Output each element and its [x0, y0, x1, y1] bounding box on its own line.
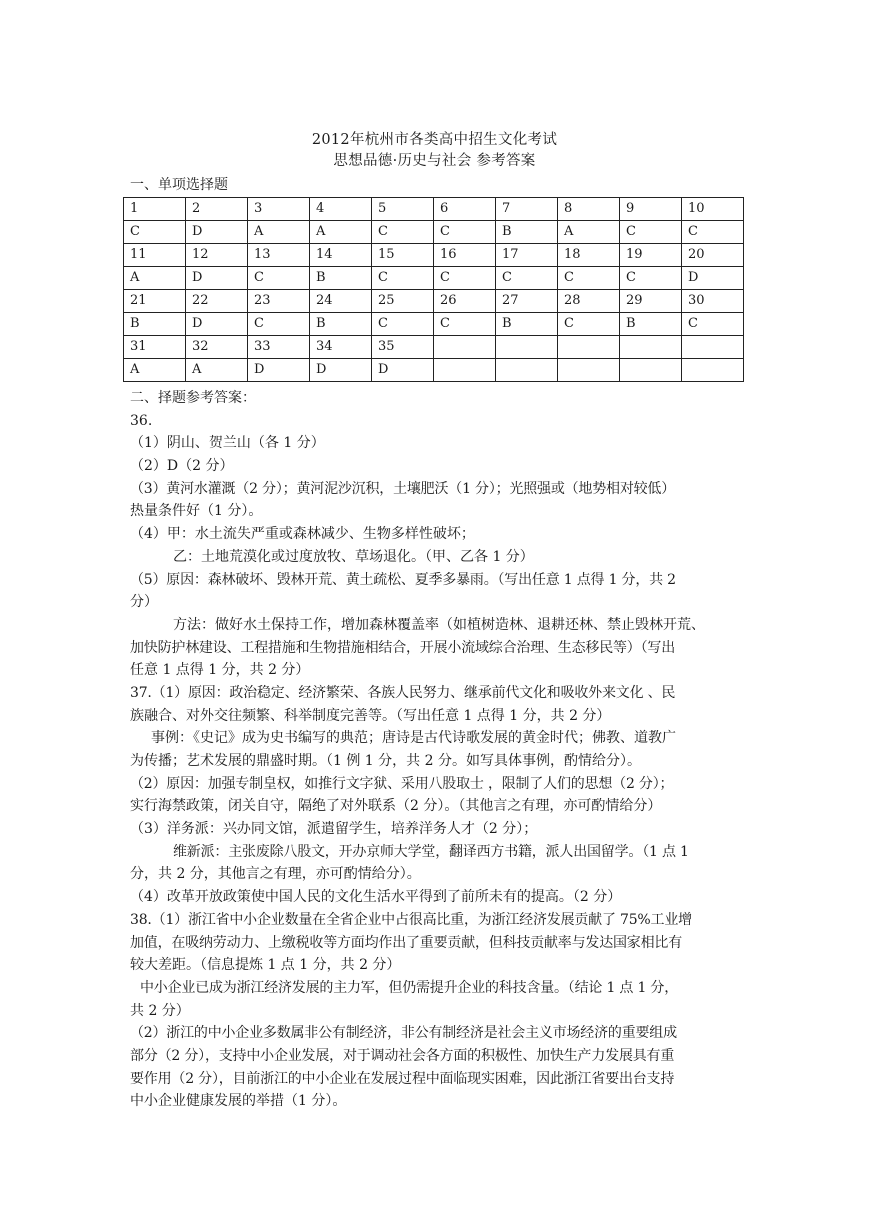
q38-part1-conclusion: 中小企业已成为浙江经济发展的主力军，但仍需提升企业的科技含量。（结论 1 点 1 分，	[140, 979, 679, 996]
section2-heading: 二、择题参考答案：	[130, 390, 256, 406]
answer-cell: B	[496, 221, 558, 244]
q36-part5-reason: （5）原因：森林破坏、毁林开荒、黄土疏松、夏季多暴雨。（写出任意 1 点得 1 分，共 2	[130, 571, 676, 588]
q38-part2-d: 中小企业健康发展的举措（1 分）。	[130, 1093, 347, 1110]
question-number-cell: 3	[248, 198, 310, 221]
multiple-choice-answer-table	[123, 197, 744, 382]
answer-cell: C	[372, 221, 434, 244]
q36-part5-method-cont2: 任意 1 点得 1 分，共 2 分）	[130, 662, 310, 679]
title-line-1: 2012年杭州市各类高中招生文化考试	[311, 132, 558, 148]
question-number-cell	[434, 336, 496, 359]
answer-cell: A	[310, 221, 372, 244]
answer-cell: C	[682, 221, 744, 244]
question-number-cell: 20	[682, 244, 744, 267]
answer-cell: C	[558, 267, 620, 290]
q38-part2-b: 部分（2 分），支持中小企业发展，对于调动社会各方面的积极性、加快生产力发展具有重	[130, 1047, 675, 1064]
answer-cell	[496, 359, 558, 382]
question-number-cell: 5	[372, 198, 434, 221]
answer-cell: D	[186, 313, 248, 336]
q36-number: 36.	[130, 412, 153, 429]
answer-key-row	[124, 359, 744, 382]
q38-part2-c: 要作用（2 分），目前浙江的中小企业在发展过程中面临现实困难，因此浙江省要出台支持	[130, 1070, 675, 1087]
question-number-row	[124, 336, 744, 359]
answer-cell: C	[124, 221, 186, 244]
answer-cell: D	[682, 267, 744, 290]
question-number-cell: 27	[496, 290, 558, 313]
section2-answers	[130, 387, 750, 1113]
answer-cell: D	[310, 359, 372, 382]
q38-part2-a: （2）浙江的中小企业多数属非公有制经济，非公有制经济是社会主义市场经济的重要组成	[130, 1025, 677, 1042]
question-number-cell: 22	[186, 290, 248, 313]
title-line-2: 思想品德·历史与社会 参考答案	[333, 153, 536, 169]
answer-cell: C	[248, 313, 310, 336]
question-number-cell: 30	[682, 290, 744, 313]
section1-heading: 一、单项选择题	[130, 177, 228, 193]
answer-cell: C	[496, 267, 558, 290]
question-number-cell: 8	[558, 198, 620, 221]
question-number-cell: 35	[372, 336, 434, 359]
q36-part5-method-cont1: 加快防护林建设、工程措施和生物措施相结合，开展小流域综合治理、生态移民等）（写出	[130, 639, 675, 656]
question-number-row	[124, 290, 744, 313]
q37-part4: （4）改革开放政策使中国人民的文化生活水平得到了前所未有的提高。（2 分）	[130, 889, 622, 906]
q37-part3-b-cont: 分，共 2 分，其他言之有理，亦可酌情给分）。	[130, 866, 421, 883]
question-number-cell	[620, 336, 682, 359]
answer-cell: B	[310, 313, 372, 336]
question-number-cell: 10	[682, 198, 744, 221]
answer-cell	[682, 359, 744, 382]
q36-part3: （3）黄河水灌溉（2 分）；黄河泥沙沉积，土壤肥沃（1 分）；光照强或（地势相对较低）	[130, 480, 676, 497]
answer-cell: D	[186, 221, 248, 244]
answer-cell: B	[496, 313, 558, 336]
question-number-cell	[682, 336, 744, 359]
answer-cell: C	[682, 313, 744, 336]
answer-cell: C	[434, 221, 496, 244]
q37-part3-b: 维新派：主张废除八股文，开办京师大学堂，翻译西方书籍，派人出国留学。（1 点 1	[173, 843, 689, 860]
q36-part5-method: 方法：做好水土保持工作，增加森林覆盖率（如植树造林、退耕还林、禁止毁林开荒、	[173, 616, 705, 633]
answer-cell: D	[186, 267, 248, 290]
q37-part1-reason-cont: 族融合、对外交往频繁、科举制度完善等。（写出任意 1 点得 1 分，共 2 分）	[130, 707, 611, 724]
answer-cell: C	[558, 313, 620, 336]
answer-cell: C	[434, 267, 496, 290]
answer-key-row	[124, 267, 744, 290]
question-number-cell: 28	[558, 290, 620, 313]
answer-key-row	[124, 221, 744, 244]
question-number-cell: 33	[248, 336, 310, 359]
question-number-cell: 11	[124, 244, 186, 267]
q37-part2-a: （2）原因：加强专制皇权，如推行文字狱、采用八股取士 ，限制了人们的思想（2 分）；	[130, 775, 674, 792]
q36-part2: （2）D（2 分）	[130, 458, 234, 475]
answer-cell: A	[124, 359, 186, 382]
question-number-cell: 31	[124, 336, 186, 359]
question-number-cell: 21	[124, 290, 186, 313]
question-number-cell: 6	[434, 198, 496, 221]
q37-part1-example: 事例：《史记》成为史书编写的典范；唐诗是古代诗歌发展的黄金时代；佛教、道教广	[151, 730, 676, 747]
question-number-cell: 16	[434, 244, 496, 267]
question-number-cell: 23	[248, 290, 310, 313]
question-number-cell: 29	[620, 290, 682, 313]
document-title	[0, 130, 869, 172]
answer-cell: C	[620, 221, 682, 244]
answer-cell: B	[310, 267, 372, 290]
answer-cell: B	[620, 313, 682, 336]
q38-part1-a: 38.（1）浙江省中小企业数量在全省企业中占很高比重，为浙江经济发展贡献了 75%工业增	[130, 911, 692, 928]
q37-part1-example-cont: 为传播；艺术发展的鼎盛时期。（1 例 1 分，共 2 分。如写具体事例，酌情给分）。	[130, 753, 641, 769]
question-number-cell	[558, 336, 620, 359]
question-number-cell: 7	[496, 198, 558, 221]
q36-part3-cont: 热量条件好（1 分）。	[130, 503, 263, 520]
answer-cell: A	[124, 267, 186, 290]
answer-cell: C	[372, 313, 434, 336]
question-number-cell: 15	[372, 244, 434, 267]
question-number-cell: 26	[434, 290, 496, 313]
question-number-cell: 25	[372, 290, 434, 313]
question-number-cell: 13	[248, 244, 310, 267]
answer-cell	[620, 359, 682, 382]
question-number-cell: 17	[496, 244, 558, 267]
question-number-cell: 14	[310, 244, 372, 267]
answer-cell: A	[248, 221, 310, 244]
question-number-cell: 32	[186, 336, 248, 359]
q38-part1-c: 较大差距。（信息提炼 1 点 1 分，共 2 分）	[130, 957, 401, 974]
question-number-cell	[496, 336, 558, 359]
answer-cell: C	[248, 267, 310, 290]
question-number-cell: 4	[310, 198, 372, 221]
answer-cell: A	[558, 221, 620, 244]
question-number-cell: 1	[124, 198, 186, 221]
q38-part1-conclusion-cont: 共 2 分）	[130, 1002, 190, 1019]
answer-cell: C	[434, 313, 496, 336]
q37-part2-b: 实行海禁政策，闭关自守，隔绝了对外联系（2 分）。（其他言之有理，亦可酌情给分）	[130, 798, 662, 815]
q38-part1-b: 加值，在吸纳劳动力、上缴税收等方面均作出了重要贡献，但科技贡献率与发达国家相比有	[130, 934, 682, 951]
question-number-cell: 19	[620, 244, 682, 267]
answer-cell: D	[372, 359, 434, 382]
question-number-cell: 18	[558, 244, 620, 267]
question-number-cell: 12	[186, 244, 248, 267]
q36-part5-reason-cont: 分）	[130, 594, 158, 611]
question-number-row	[124, 198, 744, 221]
question-number-cell: 2	[186, 198, 248, 221]
q36-part4-a: （4）甲：水土流失严重或森林减少、生物多样性破坏；	[130, 526, 475, 543]
question-number-cell: 34	[310, 336, 372, 359]
answer-cell: C	[620, 267, 682, 290]
question-number-cell: 24	[310, 290, 372, 313]
answer-cell: C	[372, 267, 434, 290]
answer-cell: D	[248, 359, 310, 382]
answer-cell: B	[124, 313, 186, 336]
question-number-cell: 9	[620, 198, 682, 221]
answer-key-row	[124, 313, 744, 336]
q37-part1-reason: 37.（1）原因：政治稳定、经济繁荣、各族人民努力、继承前代文化和吸收外来文化 、民	[130, 684, 676, 701]
answer-cell	[558, 359, 620, 382]
q37-part3-a: （3）洋务派：兴办同文馆，派遣留学生，培养洋务人才（2 分）；	[130, 821, 538, 838]
answer-cell	[434, 359, 496, 382]
question-number-row	[124, 244, 744, 267]
answer-cell: A	[186, 359, 248, 382]
q36-part4-b: 乙：土地荒漠化或过度放牧、草场退化。（甲、乙各 1 分）	[173, 548, 534, 565]
q36-part1: （1）阴山、贺兰山（各 1 分）	[130, 435, 325, 452]
